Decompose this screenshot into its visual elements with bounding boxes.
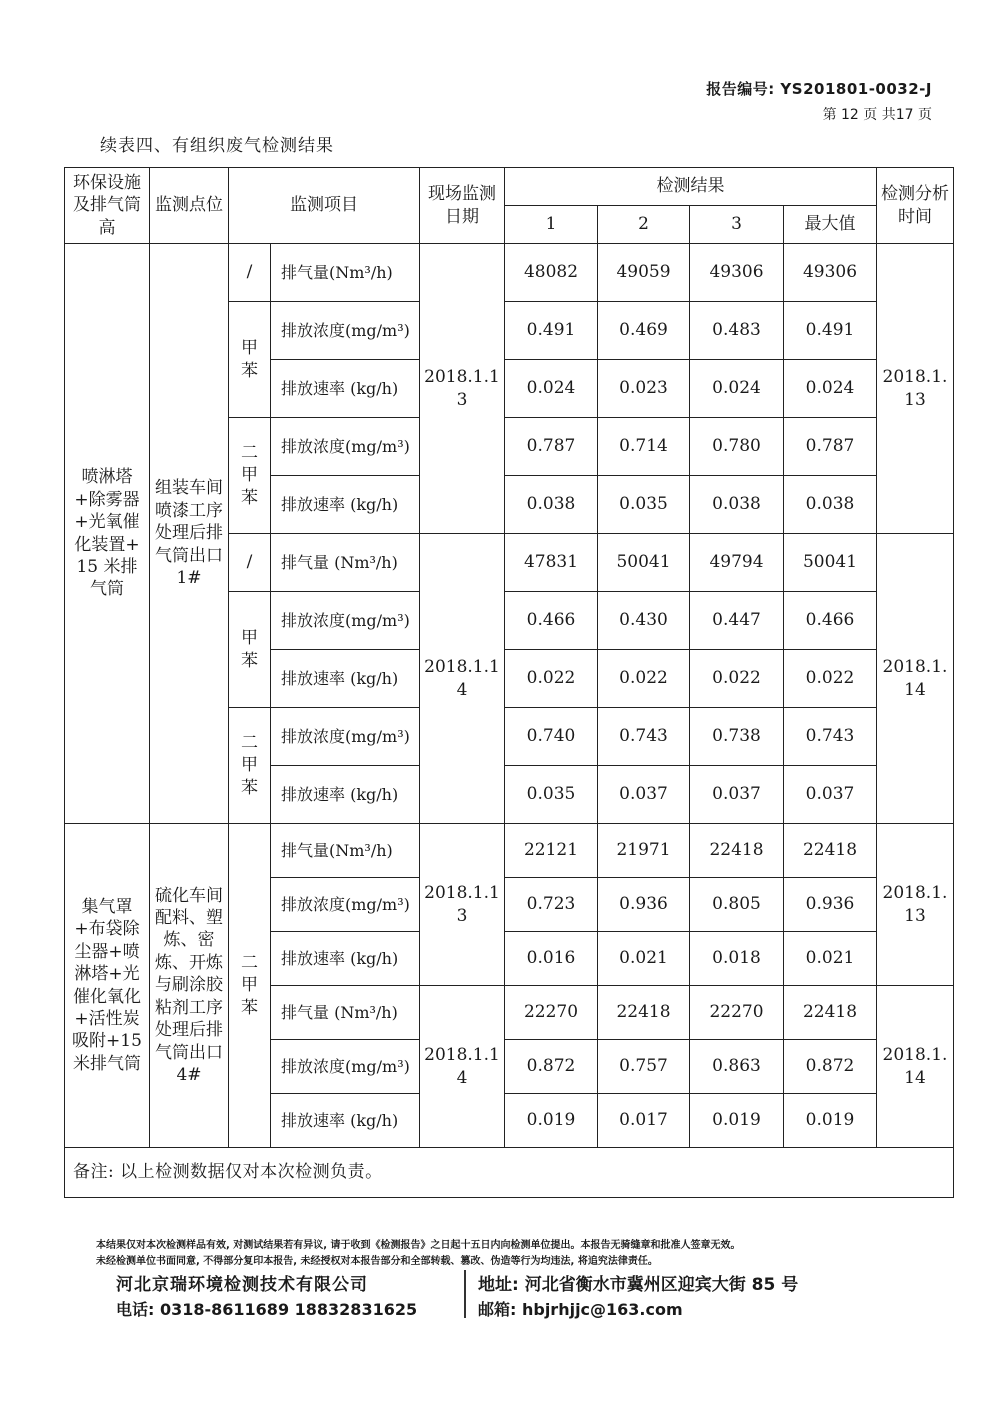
g1d1-tol-conc-max: 0.491	[784, 302, 877, 360]
g1d1-tol-conc-3: 0.483	[690, 302, 784, 360]
g1d1-tol-rate-1: 0.024	[505, 360, 598, 418]
g2d2-date: 2018.1.14	[420, 986, 505, 1148]
g1d1-tol-conc-2: 0.469	[598, 302, 690, 360]
g2-cat: 二甲苯	[229, 824, 271, 1148]
g1d1-flow-3: 49306	[690, 244, 784, 302]
g1d1-xyl-conc-2: 0.714	[598, 418, 690, 476]
g2d2-conc-2: 0.757	[598, 1040, 690, 1094]
g2d1-rate-2: 0.021	[598, 932, 690, 986]
g2d2-rate-label: 排放速率 (kg/h)	[271, 1094, 420, 1148]
g1d1-xyl-conc-max: 0.787	[784, 418, 877, 476]
g1d1-tol-rate-2: 0.023	[598, 360, 690, 418]
g2-facility: 集气罩+布袋除尘器+喷淋塔+光催化氧化+活性炭吸附+15 米排气筒	[65, 824, 150, 1148]
g1d1-xyl-rate-1: 0.038	[505, 476, 598, 534]
g1d1-xyl-conc-3: 0.780	[690, 418, 784, 476]
g1d2-tol-conc-1: 0.466	[505, 592, 598, 650]
g2d1-rate-max: 0.021	[784, 932, 877, 986]
g1d1-toluene-cat: 甲苯	[229, 302, 271, 418]
g1d2-flow-label: 排气量 (Nm³/h)	[271, 534, 420, 592]
g1d2-tol-conc-label: 排放浓度(mg/m³)	[271, 592, 420, 650]
g1d1-flow-max: 49306	[784, 244, 877, 302]
g1d2-tol-conc-2: 0.430	[598, 592, 690, 650]
company-email: 邮箱: hbjrhjjc@163.com	[478, 1300, 683, 1319]
g1d2-flow-1: 47831	[505, 534, 598, 592]
g1d1-tol-conc-1: 0.491	[505, 302, 598, 360]
g2d1-conc-max: 0.936	[784, 878, 877, 932]
g2d1-flow-2: 21971	[598, 824, 690, 878]
g2d2-rate-2: 0.017	[598, 1094, 690, 1148]
g1d1-xyl-conc-1: 0.787	[505, 418, 598, 476]
company-address: 地址: 河北省衡水市冀州区迎宾大街 85 号	[478, 1275, 799, 1295]
header-analysis: 检测分析时间	[877, 168, 954, 244]
g2d1-conc-2: 0.936	[598, 878, 690, 932]
g1d1-xylene-cat: 二甲苯	[229, 418, 271, 534]
g2d2-rate-3: 0.019	[690, 1094, 784, 1148]
g1d1-flow-label: 排气量(Nm³/h)	[271, 244, 420, 302]
g2d2-conc-3: 0.863	[690, 1040, 784, 1094]
remark: 备注: 以上检测数据仅对本次检测负责。	[65, 1148, 954, 1198]
g1d2-xyl-conc-max: 0.743	[784, 708, 877, 766]
g1d1-xyl-conc-label: 排放浓度(mg/m³)	[271, 418, 420, 476]
g1d2-tol-rate-2: 0.022	[598, 650, 690, 708]
g1d2-tol-rate-1: 0.022	[505, 650, 598, 708]
g1d2-tol-rate-3: 0.022	[690, 650, 784, 708]
g1d2-tol-rate-max: 0.022	[784, 650, 877, 708]
g1d1-tol-rate-label: 排放速率 (kg/h)	[271, 360, 420, 418]
page-number: 第 12 页 共17 页	[822, 107, 932, 123]
g1d1-analysis: 2018.1.13	[877, 244, 954, 534]
g1d1-flow-1: 48082	[505, 244, 598, 302]
g1d1-flow-cat: /	[229, 244, 271, 302]
g1d2-xylene-cat: 二甲苯	[229, 708, 271, 824]
g1-point: 组装车间喷漆工序处理后排气筒出口1#	[150, 244, 229, 824]
g2d2-conc-max: 0.872	[784, 1040, 877, 1094]
g1d2-xyl-conc-1: 0.740	[505, 708, 598, 766]
g1d1-flow-2: 49059	[598, 244, 690, 302]
header-r3: 3	[690, 206, 784, 244]
g2d1-conc-1: 0.723	[505, 878, 598, 932]
g2d1-date: 2018.1.13	[420, 824, 505, 986]
g1d2-xyl-rate-label: 排放速率 (kg/h)	[271, 766, 420, 824]
g1d2-flow-cat: /	[229, 534, 271, 592]
g2d1-flow-max: 22418	[784, 824, 877, 878]
g2d1-rate-1: 0.016	[505, 932, 598, 986]
g2d2-flow-2: 22418	[598, 986, 690, 1040]
g1d2-xyl-rate-1: 0.035	[505, 766, 598, 824]
g1d2-tol-conc-max: 0.466	[784, 592, 877, 650]
company-name: 河北京瑞环境检测技术有限公司	[116, 1275, 368, 1295]
g1d2-flow-max: 50041	[784, 534, 877, 592]
g2d2-conc-1: 0.872	[505, 1040, 598, 1094]
g2d2-analysis: 2018.1.14	[877, 986, 954, 1148]
g1d2-flow-2: 50041	[598, 534, 690, 592]
header-result: 检测结果	[505, 168, 877, 206]
header-item: 监测项目	[229, 168, 420, 244]
g1d2-flow-3: 49794	[690, 534, 784, 592]
g1d2-analysis: 2018.1.14	[877, 534, 954, 824]
g1d2-toluene-cat: 甲苯	[229, 592, 271, 708]
g1d2-tol-conc-3: 0.447	[690, 592, 784, 650]
table-caption: 续表四、有组织废气检测结果	[100, 136, 334, 156]
g1d2-xyl-rate-2: 0.037	[598, 766, 690, 824]
footer-divider	[464, 1270, 466, 1318]
g1d1-date: 2018.1.13	[420, 244, 505, 534]
g1d2-date: 2018.1.14	[420, 534, 505, 824]
header-date: 现场监测日期	[420, 168, 505, 244]
g1d1-xyl-rate-2: 0.035	[598, 476, 690, 534]
header-facility: 环保设施及排气筒高	[65, 168, 150, 244]
g2d1-rate-label: 排放速率 (kg/h)	[271, 932, 420, 986]
g1d1-xyl-rate-max: 0.038	[784, 476, 877, 534]
header-r1: 1	[505, 206, 598, 244]
g1d1-tol-rate-3: 0.024	[690, 360, 784, 418]
g1d2-xyl-conc-3: 0.738	[690, 708, 784, 766]
g1d2-tol-rate-label: 排放速率 (kg/h)	[271, 650, 420, 708]
g2d2-flow-1: 22270	[505, 986, 598, 1040]
header-point: 监测点位	[150, 168, 229, 244]
footer-disclaimer-2: 未经检测单位书面同意, 不得部分复印本报告, 未经授权对本报告部分和全部转载、篡改、伪造等行为均违法, 将追究法律责任。	[96, 1256, 658, 1267]
g1d2-xyl-rate-3: 0.037	[690, 766, 784, 824]
g2d2-flow-label: 排气量 (Nm³/h)	[271, 986, 420, 1040]
g1d2-xyl-rate-max: 0.037	[784, 766, 877, 824]
g1d1-tol-conc-label: 排放浓度(mg/m³)	[271, 302, 420, 360]
g1d2-xyl-conc-label: 排放浓度(mg/m³)	[271, 708, 420, 766]
g2d2-flow-3: 22270	[690, 986, 784, 1040]
g2d1-conc-3: 0.805	[690, 878, 784, 932]
g2d1-flow-3: 22418	[690, 824, 784, 878]
g2d1-rate-3: 0.018	[690, 932, 784, 986]
results-table	[64, 167, 954, 1198]
company-phone: 电话: 0318-8611689 18832831625	[116, 1300, 418, 1319]
g2d1-flow-label: 排气量(Nm³/h)	[271, 824, 420, 878]
g2d2-rate-1: 0.019	[505, 1094, 598, 1148]
g2d1-flow-1: 22121	[505, 824, 598, 878]
g2d2-flow-max: 22418	[784, 986, 877, 1040]
g2d1-analysis: 2018.1.13	[877, 824, 954, 986]
g1-facility: 喷淋塔+除雾器+光氧催化装置+15 米排气筒	[65, 244, 150, 824]
g2d2-rate-max: 0.019	[784, 1094, 877, 1148]
g2d2-conc-label: 排放浓度(mg/m³)	[271, 1040, 420, 1094]
g1d2-xyl-conc-2: 0.743	[598, 708, 690, 766]
g1d1-tol-rate-max: 0.024	[784, 360, 877, 418]
g1d1-xyl-rate-3: 0.038	[690, 476, 784, 534]
header-rmax: 最大值	[784, 206, 877, 244]
header-r2: 2	[598, 206, 690, 244]
g2-point: 硫化车间配料、塑炼、密炼、开炼与刷涂胶粘剂工序处理后排气筒出口4#	[150, 824, 229, 1148]
g1d1-xyl-rate-label: 排放速率 (kg/h)	[271, 476, 420, 534]
g2d1-conc-label: 排放浓度(mg/m³)	[271, 878, 420, 932]
footer-disclaimer-1: 本结果仅对本次检测样品有效, 对测试结果若有异议, 请于收到《检测报告》之日起十五日内向检测单位提出。本报告无骑缝章和批准人签章无效。	[96, 1240, 741, 1251]
report-number: 报告编号: YS201801-0032-J	[706, 80, 932, 98]
